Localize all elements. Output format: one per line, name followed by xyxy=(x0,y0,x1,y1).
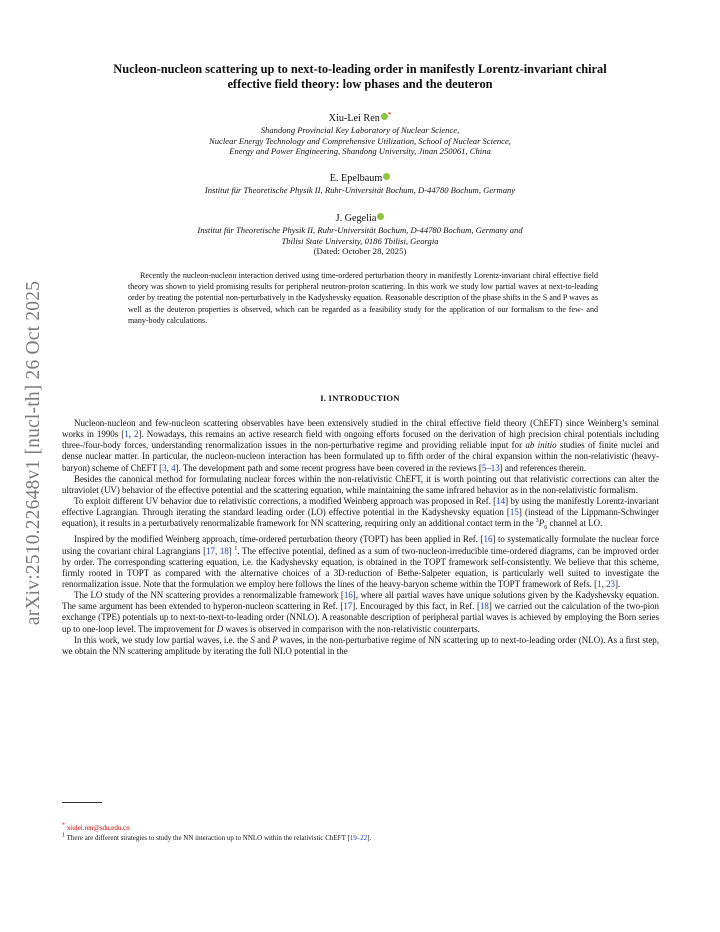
text-run: ], where all partial waves have unique solutions given by the Kadyshevsky equation. The same argument has been extended to hyperon-nucleon scattering in Ref. [ xyxy=(62,590,659,612)
text-run: ]. xyxy=(615,578,621,589)
corresponding-marker: * xyxy=(387,111,392,119)
orcid-icon[interactable] xyxy=(377,213,384,220)
title-line-2: effective field theory: low phases and the deuteron xyxy=(227,77,493,91)
author-name: Xiu-Lei Ren xyxy=(328,113,380,124)
body-text xyxy=(62,418,659,657)
text-run: ] xyxy=(228,545,235,556)
text-run: , xyxy=(215,545,220,556)
affiliation-line: Shandong Provincial Key Laboratory of Nuclear Science, xyxy=(260,125,460,135)
citation-link[interactable]: 23 xyxy=(606,578,615,589)
italic-text: P xyxy=(272,634,278,645)
citation-link[interactable]: 19–22 xyxy=(349,833,368,842)
text-run: waves, in the non-perturbative regime of NN scattering up to next-to-leading order (NLO). As a first step, we obtain the NN scattering amplitude by iterating the full NLO potential in the xyxy=(62,634,659,656)
text-run: ] we carried out the calculation of the two-pion exchange (TPE) potentials up to next-to-next-to-leading order (NNLO). A reasonable description of peripheral partial waves is achieved by employing the Born series up to one-loop level. The improvement for xyxy=(62,601,659,634)
arxiv-stamp xyxy=(22,258,46,648)
subscript: 0 xyxy=(544,525,548,532)
citation-link[interactable]: 3 xyxy=(162,462,167,473)
citation-link[interactable]: 4 xyxy=(171,462,176,473)
citation-link[interactable]: 2 xyxy=(134,429,139,440)
text-run: In this work, we study low partial waves, i.e. the xyxy=(74,634,251,645)
text-run: ]. Nowadays, this remains an active research field with ongoing efforts focused on the derivation of high precision chiral potentials including three-/four-body forces, understanding renormalization issues in the non-perturbative regime and providing reliable input for xyxy=(62,429,659,451)
author-block-3 xyxy=(90,213,630,257)
footnote-rule xyxy=(62,802,102,803)
affiliation-line: Institut für Theoretische Physik II, Ruhr-Universität Bochum, D-44780 Bochum, Germany xyxy=(204,185,516,195)
footnote-text: There are different strategies to study the NN interaction up to NNLO within the relativistic ChEFT [ xyxy=(66,833,350,842)
citation-link[interactable]: 1 xyxy=(597,578,602,589)
affiliation-line: Institut für Theoretische Physik II, Ruhr-Universität Bochum, D-44780 Bochum, Germany and xyxy=(197,225,523,235)
text-run: Inspired by the modified Weinberg approach, time-ordered perturbation theory (TOPT) has been applied in Ref. [ xyxy=(74,534,484,545)
paragraph xyxy=(62,496,659,534)
arxiv-id: arXiv:2510.22648v1 [nucl-th] 26 Oct 2025 xyxy=(23,280,44,626)
paragraph xyxy=(62,418,659,474)
text-run: ] (instead of the Lippmann-Schwinger equation), it results in a perturbatively renormalizable framework for NN scattering, requiring only an additional contact term in the xyxy=(62,507,659,529)
text-run: , xyxy=(128,429,135,440)
author-block-1 xyxy=(90,109,630,157)
affiliation-line: Nuclear Energy Technology and Comprehensive Utilization, School of Nuclear Science, xyxy=(209,135,511,146)
footnote-marker: * xyxy=(62,822,65,829)
text-run: ] by using the manifestly Lorentz-invariant effective Lagrangian. Through iterating the standard leading order (LO) effective potential in the Kadyshevsky equation [ xyxy=(62,496,659,518)
text-run: and xyxy=(254,634,273,645)
footnote-marker: 1 xyxy=(62,832,65,839)
text-run: , xyxy=(601,578,607,589)
orcid-icon[interactable] xyxy=(383,173,390,180)
text-run: , xyxy=(166,462,172,473)
italic-text: D xyxy=(216,623,224,634)
text-run: . The effective potential, defined as a sum of two-nucleon-irreducible time-ordered diagrams, can be improved order by order. The corresponding scattering equation, i.e. the Kadyshevsky equation, is obtained in the TOPT framework self-consistently. We believe that this scheme, firmly rooted in TOPT as compared with the alternative choices of a 3D-reduction of Bethe-Salpeter equation, is particularly well suited to investigate the renormalization issue. Note that the formulation we employ here follows the lines of the heavy-baryon scheme within the TOPT framework of Refs. [ xyxy=(62,545,660,589)
abstract-text: Recently the nucleon-nucleon interaction derived using time-ordered perturbation theory in manifestly Lorentz-invariant chiral effective field theory was shown to yield promising results for peripheral neutron-proton scattering. In this work we study low partial waves at next-to-leading order by treating the potential non-perturbatively in the Kadyshevsky equation. Reasonable description of the phase shifts in the S and P waves as well as the deuteron properties is observed, which can be regarded as a feasibility study for the application of our formalism to the few- and many-body calculations. xyxy=(128,271,598,325)
citation-link[interactable]: 18 xyxy=(479,601,489,612)
citation-link[interactable]: 15 xyxy=(509,507,519,518)
email-link[interactable]: xiulei.ren@sdu.edu.cn xyxy=(66,824,130,832)
title-line-1: Nucleon-nucleon scattering up to next-to-leading order in manifestly Lorentz-invariant chiral xyxy=(113,62,607,76)
superscript: 1 xyxy=(234,545,238,552)
paragraph xyxy=(62,590,659,635)
citation-link[interactable]: 5–13 xyxy=(481,462,500,473)
text-run: waves is observed in comparison with the non-relativistic counterparts. xyxy=(223,623,480,634)
text-run: channel at LO. xyxy=(547,518,603,529)
section-heading: I. INTRODUCTION xyxy=(320,393,400,403)
dated-line: (Dated: October 28, 2025) xyxy=(313,246,407,256)
affiliation-line: Tbilisi State University, 0186 Tbilisi, Georgia xyxy=(281,235,439,246)
author-name: E. Epelbaum xyxy=(329,173,383,184)
footnote-tail: ]. xyxy=(367,833,372,842)
italic-text: P xyxy=(538,518,545,529)
superscript: 3 xyxy=(535,518,539,525)
paragraph xyxy=(62,635,659,657)
affiliation-line: Energy and Power Engineering, Shandong University, Jinan 250061, China xyxy=(229,146,491,156)
citation-link[interactable]: 18 xyxy=(219,545,229,556)
citation-link[interactable]: 17 xyxy=(343,601,353,612)
author-name: J. Gegelia xyxy=(335,213,377,224)
italic-text: S xyxy=(250,634,255,645)
paragraph xyxy=(62,474,659,496)
text-run: ] to systematically formulate the nuclear force using the covariant chiral Lagrangians [ xyxy=(62,534,659,556)
text-run: studies of finite nuclei and dense nuclear matter. In particular, the nucleon-nucleon interaction has been formulated up to fifth order of the chiral expansion within the non-relativistic (heavy-baryon) scheme of ChEFT [ xyxy=(62,440,659,473)
citation-link[interactable]: 16 xyxy=(343,590,353,601)
abstract xyxy=(128,270,598,326)
citation-link[interactable]: 16 xyxy=(483,534,493,545)
text-run: ]. The development path and some recent progress have been covered in the reviews [ xyxy=(175,462,482,473)
text-run: The LO study of the NN scattering provides a renormalizable framework [ xyxy=(74,590,344,601)
author-block-2 xyxy=(90,173,630,196)
citation-link[interactable]: 17 xyxy=(206,545,215,556)
footnotes xyxy=(62,824,659,844)
paragraph xyxy=(62,534,659,590)
footnote xyxy=(62,834,659,844)
citation-link[interactable]: 14 xyxy=(496,496,506,507)
paper-title xyxy=(80,62,640,92)
citation-link[interactable]: 1 xyxy=(124,429,129,440)
orcid-icon[interactable] xyxy=(381,113,388,120)
text-run: Nucleon-nucleon and few-nucleon scattering observables have been extensively studied in the chiral effective field theory (ChEFT) since Weinberg’s seminal works in 1990s [ xyxy=(62,418,659,440)
text-run: Besides the canonical method for formulating nuclear forces within the non-relativistic ChEFT, it is worth pointing out that relativistic corrections can alter the ultraviolet (UV) behavior of the effective potential and the scattering equation, while maintaining the same infrared behavior as in the non-relativistic formalism. xyxy=(62,473,659,495)
text-run: ] and references therein. xyxy=(499,462,587,473)
text-run: ]. Encouraged by this fact, in Ref. [ xyxy=(352,601,480,612)
italic-text: ab initio xyxy=(525,440,557,451)
text-run: To exploit different UV behavior due to relativistic corrections, a modified Weinberg approach was proposed in Ref. [ xyxy=(74,496,497,507)
footnote xyxy=(62,824,659,834)
